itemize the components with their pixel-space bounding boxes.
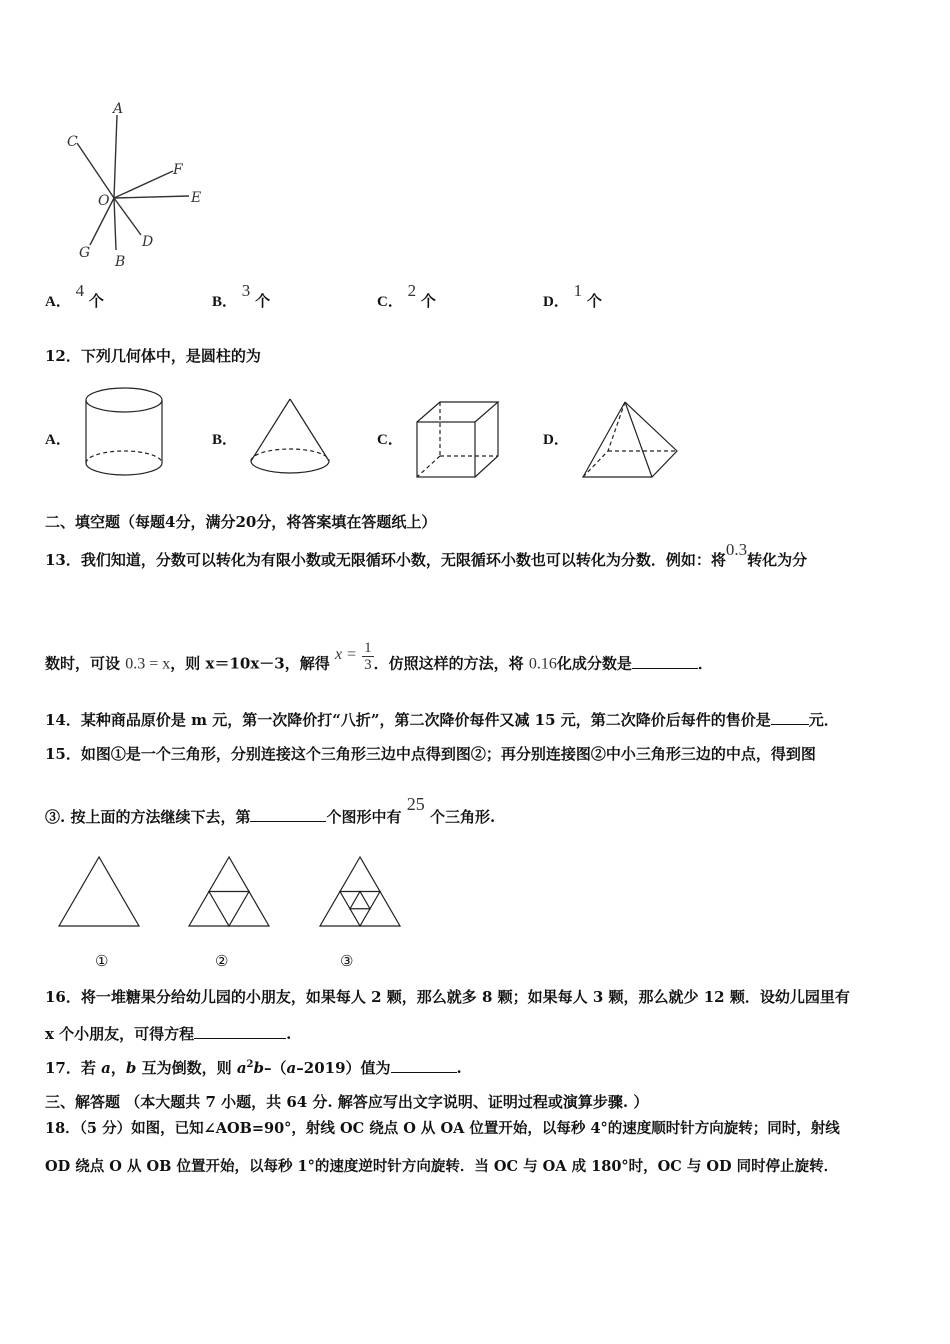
q18-line-2: OD 绕点 O 从 OB 位置开始，以每秒 1°的速度逆时针方向旋转．当 OC 与 OA 成 180°时，OC 与 OD 同时停止旋转． xyxy=(45,1158,839,1175)
ray-of xyxy=(114,171,173,198)
ray-oe xyxy=(114,196,189,198)
triangle-caption-1: ① xyxy=(95,952,109,970)
q13-line-1 xyxy=(45,540,808,570)
q12-option-d-label[interactable]: D． xyxy=(543,432,569,448)
section-3-heading: 三、解答题 （本大题共 7 小题，共 64 分. 解答应写出文字说明、证明过程或演算步骤. ） xyxy=(45,1093,649,1111)
q13-line-2: 数时，可设 0.3 = x，则 x＝10x－3，解得 x = $\frac{1}{3}$ ．仿照这样的方法，将 0.16化成分数是 ． xyxy=(45,640,713,673)
q14-line: 14．某种商品原价是 m 元，第一次降价打“八折”，第二次降价每件又减 15 元，第二次降价后每件的售价是 元． xyxy=(45,711,839,729)
label-f: F xyxy=(173,162,183,178)
cube-shape xyxy=(412,398,507,483)
cone-shape xyxy=(245,395,335,480)
q16-line-2: x 个小朋友，可得方程 . xyxy=(45,1025,292,1043)
q17-line: 17．若 a，b 互为倒数，则 $a^2b-(a-2019)$值为 . xyxy=(45,1059,462,1077)
triangle-caption-2: ② xyxy=(215,952,229,970)
q15-line-2: ③. 按上面的方法继续下去，第 个图形中有 25 个三角形. xyxy=(45,794,496,826)
q13-answer-blank[interactable] xyxy=(632,654,698,669)
label-a: A xyxy=(113,101,124,117)
q15-line-1: 15．如图①是一个三角形，分别连接这个三角形三边中点得到图②；再分别连接图②中小三角形三边的中点，得到图 xyxy=(45,745,816,763)
q11-option-c[interactable]: C． 2 个 xyxy=(377,281,436,310)
q13-equation-1: 0.3 = x xyxy=(125,655,171,673)
label-b: B xyxy=(115,254,126,270)
q13-fraction: $\frac{1}{3}$ xyxy=(364,640,372,673)
section-2-heading: 二、填空题（每题4分，满分20分，将答案填在答题纸上） xyxy=(45,513,437,531)
q12-option-c-label[interactable]: C． xyxy=(377,432,403,448)
ray-oc xyxy=(77,143,114,198)
q12-option-a-label[interactable]: A． xyxy=(45,432,71,448)
cylinder-shape xyxy=(80,385,170,480)
q16-answer-blank[interactable] xyxy=(194,1024,286,1039)
q11-option-d[interactable]: D． 1 个 xyxy=(543,281,602,310)
ray-oa xyxy=(114,115,117,198)
pyramid-shape xyxy=(578,398,683,483)
q16-line-1: 16．将一堆糖果分给幼儿园的小朋友，如果每人 2 颗，那么就多 8 颗；如果每人 3 颗，那么就少 12 颗．设幼儿园里有 xyxy=(45,988,850,1006)
label-c: C xyxy=(67,134,78,150)
q13-equation-2-lhs: x = xyxy=(334,645,357,663)
q13-text-1: 13．我们知道，分数可以转化为有限小数或无限循环小数，无限循环小数也可以转化为分数．例如：将 xyxy=(45,551,726,569)
q14-answer-blank[interactable] xyxy=(771,710,809,725)
q11-option-b[interactable]: B． 3 个 xyxy=(212,281,271,310)
q12-stem: 12．下列几何体中，是圆柱的为 xyxy=(45,347,261,365)
q15-answer-blank[interactable] xyxy=(250,807,326,822)
q15-number: 25 xyxy=(406,794,425,814)
q17-answer-blank[interactable] xyxy=(391,1058,457,1073)
label-g: G xyxy=(79,245,91,261)
label-e: E xyxy=(191,190,202,206)
q11-option-a[interactable]: A． 4 个 xyxy=(45,281,104,310)
triangle-figure-3 xyxy=(318,855,403,930)
triangle-figure-2 xyxy=(187,855,272,930)
ray-ob xyxy=(114,198,116,250)
triangle-caption-3: ③ xyxy=(340,952,354,970)
triangle-figure-1 xyxy=(57,855,142,930)
q13-value-2: 0.16 xyxy=(528,655,557,673)
ray-figure xyxy=(55,95,225,275)
q13-value-repeating: 0.3 xyxy=(725,540,748,559)
label-d: D xyxy=(142,234,154,250)
ray-od xyxy=(114,198,141,235)
q18-line-1: 18．（5 分）如图，已知∠AOB=90°，射线 OC 绕点 O 从 OA 位置开始，以每秒 4°的速度顺时针方向旋转；同时，射线 xyxy=(45,1120,840,1137)
q12-option-b-label[interactable]: B． xyxy=(212,432,238,448)
label-o: O xyxy=(98,193,110,209)
q13-text-1-end: 转化为分 xyxy=(747,551,808,569)
